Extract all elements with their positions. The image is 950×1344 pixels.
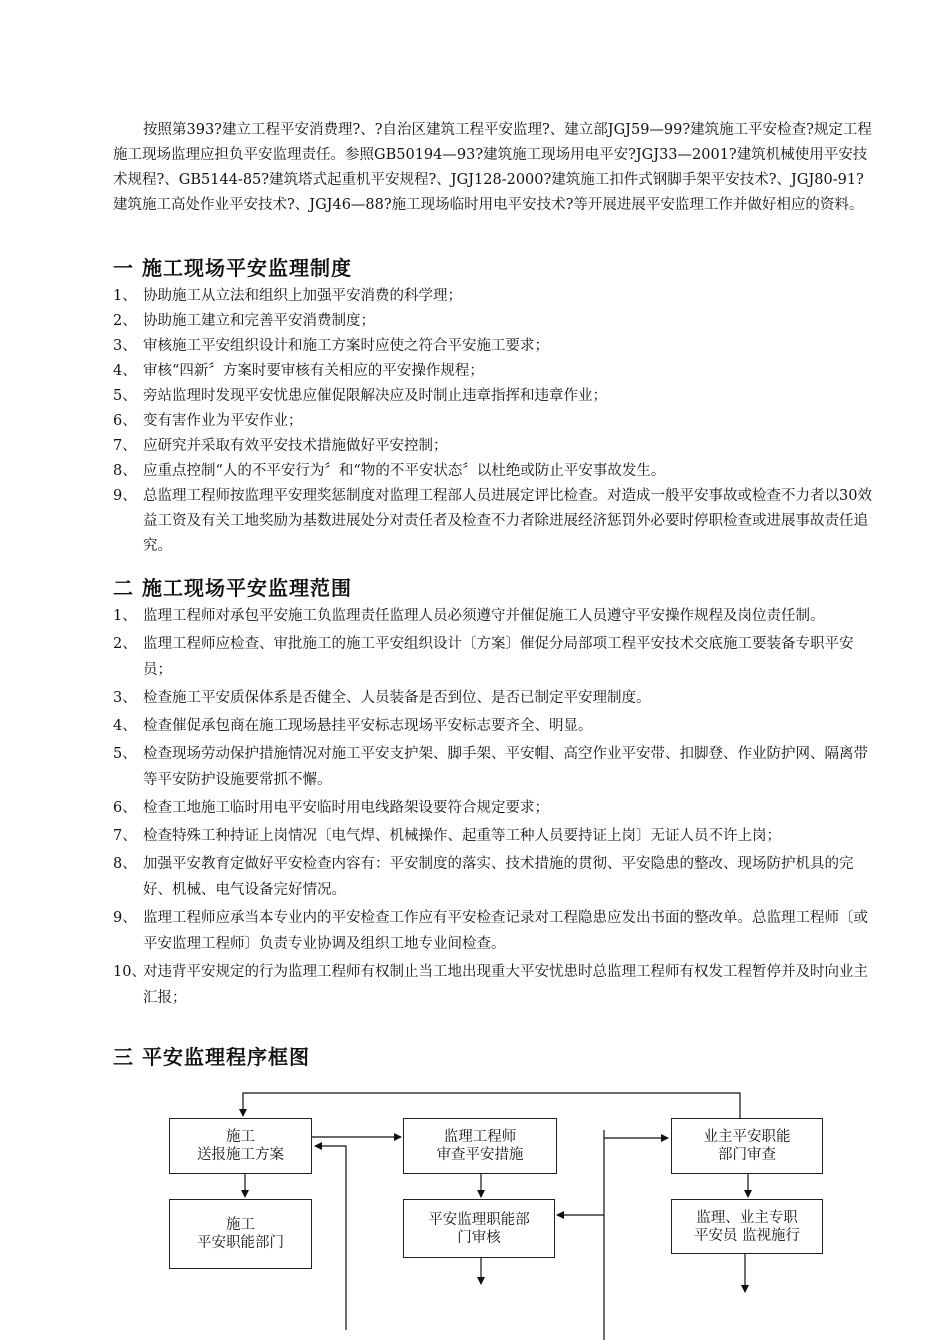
flow-box-submit-plan: 施工 送报施工方案 [169,1118,312,1174]
list-item: 8、 加强平安教育定做好平安检查内容有：平安制度的落实、技术措施的贯彻、平安隐患的整改、现场防护机具的完好、机械、电气设备完好情况。 [113,856,854,898]
list-item: 7、 检查特殊工种持证上岗情况〔电气焊、机械操作、起重等工种人员要持证上岗〕无证人员不许上岗； [113,828,781,844]
list-item: 9、 总监理工程师按监理平安理奖惩制度对监理工程部人员进展定评比检查。对造成一般平安事故或检查不力者以30效益工资及有关工地奖励为基数进展处分对责任者及检查不力者除进展经济惩罚外必要时停职检查或进展事故责任追究。 [113,488,872,554]
list-item: 2、 协助施工建立和完善平安消费制度； [113,313,375,329]
section2-heading: 二 施工现场平安监理范围 [113,576,352,600]
flow-box-supervision-audit: 平安监理职能部 门审核 [403,1199,555,1258]
list-item: 4、 检查催促承包商在施工现场悬挂平安标志现场平安标志要齐全、明显。 [113,718,593,734]
list-item: 3、 检查施工平安质保体系是否健全、人员装备是否到位、是否已制定平安理制度。 [113,690,651,706]
flow-box-supervise-implementation: 监理、业主专职 平安员 监视施行 [671,1199,823,1254]
list-item: 10、 对违背平安规定的行为监理工程师有权制止当工地出现重大平安忧患时总监理工程师有权发工程暂停并及时向业主汇报； [113,964,868,1006]
list-item: 6、 检查工地施工临时用电平安临时用电线路架设要符合规定要求； [113,800,549,816]
flow-box-safety-dept: 施工 平安职能部门 [169,1199,312,1269]
section1-heading: 一 施工现场平安监理制度 [113,256,352,280]
section3-heading: 三 平安监理程序框图 [113,1045,310,1069]
list-item: 5、 旁站监理时发现平安忧患应催促限解决应及时制止违章指挥和违章作业； [113,388,607,404]
list-item: 6、 变有害作业为平安作业； [113,413,303,429]
list-item: 9、 监理工程师应承当本专业内的平安检查工作应有平安检查记录对工程隐患应发出书面的整改单。总监理工程师〔或平安监理工程师〕负责专业协调及组织工地专业间检查。 [113,910,868,952]
list-item: 5、 检查现场劳动保护措施情况对施工平安支护架、脚手架、平安帽、高空作业平安带、扣脚登、作业防护网、隔离带等平安防护设施要常抓不懈。 [113,746,868,788]
list-item: 8、 应重点控制“人的不平安行为〞和“物的不平安状态〞以杜绝或防止平安事故发生。 [113,463,666,479]
flow-box-owner-review: 业主平安职能 部门审查 [671,1118,823,1174]
list-item: 2、 监理工程师应检查、审批施工的施工平安组织设计〔方案〕催促分局部项工程平安技术交底施工要装备专职平安员； [113,636,854,678]
list-item: 7、 应研究并采取有效平安技术措施做好平安控制； [113,438,448,454]
top-loop-connector [243,1093,740,1118]
list-item: 4、 审核“四新〞方案时要审核有关相应的平安操作规程； [113,363,484,379]
intro-paragraph: 按照第393?建立工程平安消费理?、?自治区建筑工程平安监理?、建立部JGJ59—99?建筑施工平安检查?规定工程施工现场监理应担负平安监理责任。参照GB50194—93?建筑施工现场用电平安?JGJ33—2001?建筑机械使用平安技术规程?、GB5144-85?建筑塔式起重机平安规程?、JGJ128-2000?建筑施工扣件式钢脚手架平安技术?、JGJ80-91?建筑施工高处作业平安技术?、JGJ46—88?施工现场临时用电平安技术?等开展进展平安监理工作并做好相应的资料。 [113,122,872,213]
list-item: 1、 监理工程师对承包平安施工负监理责任监理人员必须遵守并催促施工人员遵守平安操作规程及岗位责任制。 [113,608,825,624]
list-item: 3、 审核施工平安组织设计和施工方案时应使之符合平安施工要求； [113,338,549,354]
return-to-box1-arrow [315,1146,346,1330]
list-item: 1、 协助施工从立法和组织上加强平安消费的科学理； [113,288,462,304]
flow-box-engineer-review: 监理工程师 审查平安措施 [403,1118,557,1174]
